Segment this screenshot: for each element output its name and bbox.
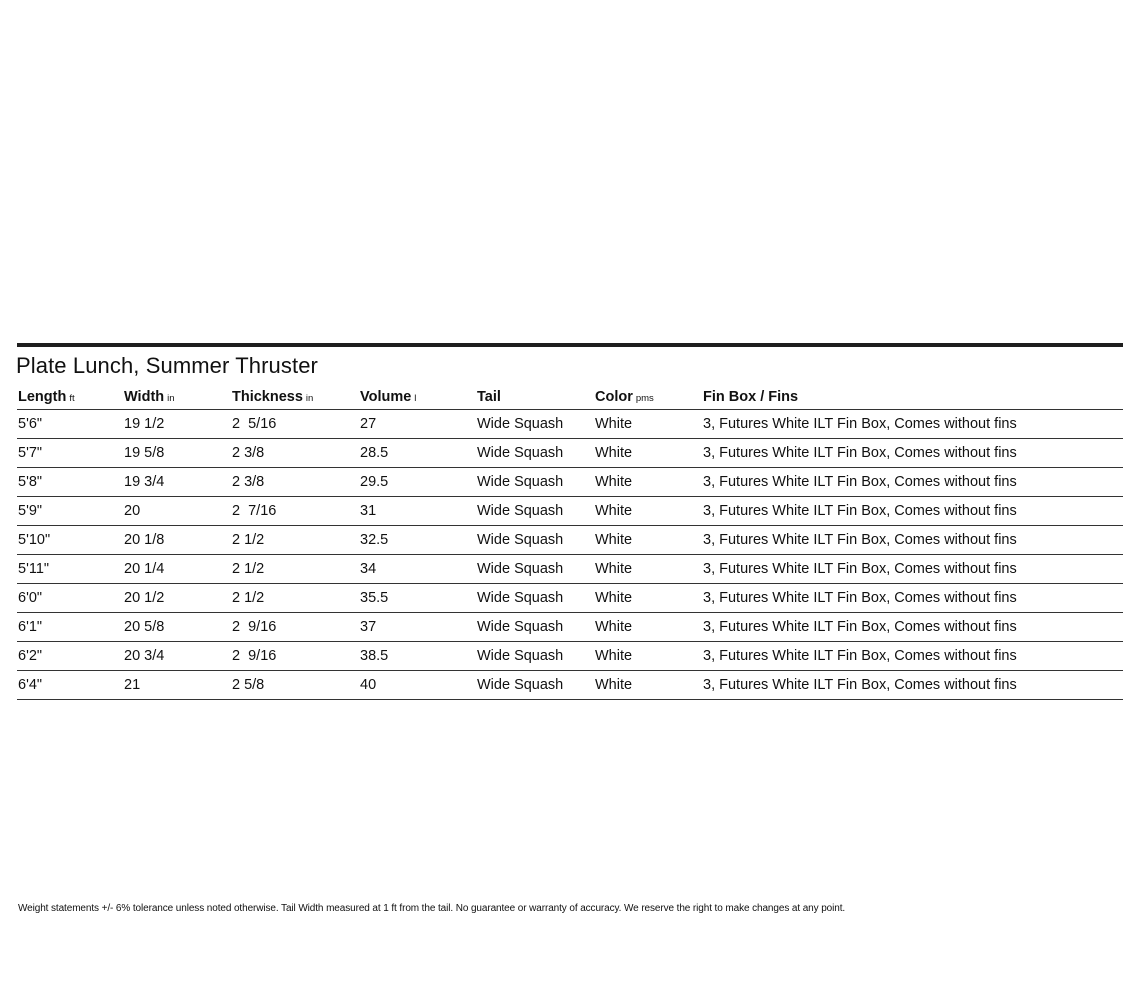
thickness-cell: 2 7/16	[231, 497, 359, 526]
width-cell: 19 3/4	[123, 468, 231, 497]
thickness-cell: 2 9/16	[231, 642, 359, 671]
length-cell: 6'4"	[17, 671, 123, 700]
color-cell: White	[594, 671, 702, 700]
table-body	[17, 410, 1123, 700]
thickness-cell: 2 1/2	[231, 584, 359, 613]
fin-box-cell: 3, Futures White ILT Fin Box, Comes without fins	[702, 555, 1123, 584]
length-cell: 5'7"	[17, 439, 123, 468]
tail-cell: Wide Squash	[476, 410, 594, 439]
volume-cell: 40	[359, 671, 476, 700]
fin-box-cell: 3, Futures White ILT Fin Box, Comes without fins	[702, 642, 1123, 671]
tail-cell: Wide Squash	[476, 526, 594, 555]
length-cell: 5'6"	[17, 410, 123, 439]
table-row	[17, 584, 1123, 613]
tail-cell: Wide Squash	[476, 642, 594, 671]
fin-box-cell: 3, Futures White ILT Fin Box, Comes without fins	[702, 613, 1123, 642]
color-cell: White	[594, 613, 702, 642]
fin-box-cell: 3, Futures White ILT Fin Box, Comes without fins	[702, 497, 1123, 526]
table-row	[17, 410, 1123, 439]
width-cell: 20 1/8	[123, 526, 231, 555]
color-cell: White	[594, 410, 702, 439]
tail-cell: Wide Squash	[476, 584, 594, 613]
color-cell: White	[594, 584, 702, 613]
thickness-cell: 2 1/2	[231, 555, 359, 584]
length-cell: 6'2"	[17, 642, 123, 671]
table-row	[17, 671, 1123, 700]
fin-box-cell: 3, Futures White ILT Fin Box, Comes without fins	[702, 584, 1123, 613]
header-row	[17, 389, 1123, 410]
fin-box-cell: 3, Futures White ILT Fin Box, Comes without fins	[702, 526, 1123, 555]
thickness-cell: 2 3/8	[231, 468, 359, 497]
table-row	[17, 526, 1123, 555]
tail-cell: Wide Squash	[476, 468, 594, 497]
width-cell: 21	[123, 671, 231, 700]
fin-box-cell: 3, Futures White ILT Fin Box, Comes without fins	[702, 671, 1123, 700]
table-row	[17, 439, 1123, 468]
volume-cell: 32.5	[359, 526, 476, 555]
width-cell: 20	[123, 497, 231, 526]
color-cell: White	[594, 526, 702, 555]
color-cell: White	[594, 555, 702, 584]
column-header-length: Length ft	[17, 389, 123, 410]
volume-cell: 28.5	[359, 439, 476, 468]
spec-table	[17, 389, 1123, 700]
column-header-tail: Tail	[476, 389, 594, 410]
volume-cell: 38.5	[359, 642, 476, 671]
width-cell: 20 5/8	[123, 613, 231, 642]
tail-cell: Wide Squash	[476, 671, 594, 700]
tail-cell: Wide Squash	[476, 497, 594, 526]
table-row	[17, 497, 1123, 526]
fin-box-cell: 3, Futures White ILT Fin Box, Comes without fins	[702, 439, 1123, 468]
width-cell: 20 1/4	[123, 555, 231, 584]
tail-cell: Wide Squash	[476, 555, 594, 584]
volume-cell: 37	[359, 613, 476, 642]
length-cell: 5'10"	[17, 526, 123, 555]
thickness-cell: 2 5/16	[231, 410, 359, 439]
fin-box-cell: 3, Futures White ILT Fin Box, Comes without fins	[702, 410, 1123, 439]
length-cell: 5'8"	[17, 468, 123, 497]
column-header-thickness: Thickness in	[231, 389, 359, 410]
color-cell: White	[594, 497, 702, 526]
volume-cell: 35.5	[359, 584, 476, 613]
tail-cell: Wide Squash	[476, 439, 594, 468]
volume-cell: 34	[359, 555, 476, 584]
volume-cell: 29.5	[359, 468, 476, 497]
page-title: Plate Lunch, Summer Thruster	[16, 353, 318, 378]
spec-sheet	[17, 343, 1123, 700]
width-cell: 20 3/4	[123, 642, 231, 671]
footnote: Weight statements +/- 6% tolerance unless noted otherwise. Tail Width measured at 1 ft from the tail. No guarantee or warranty of accuracy. We reserve the right to make changes at any point.	[18, 903, 846, 914]
color-cell: White	[594, 642, 702, 671]
column-header-width: Width in	[123, 389, 231, 410]
color-cell: White	[594, 439, 702, 468]
tail-cell: Wide Squash	[476, 613, 594, 642]
table-row	[17, 555, 1123, 584]
thickness-cell: 2 1/2	[231, 526, 359, 555]
table-row	[17, 642, 1123, 671]
table-row	[17, 468, 1123, 497]
column-header-volume: Volume l	[359, 389, 476, 410]
width-cell: 19 1/2	[123, 410, 231, 439]
length-cell: 5'11"	[17, 555, 123, 584]
thickness-cell: 2 9/16	[231, 613, 359, 642]
column-header-fin-box: Fin Box / Fins	[702, 389, 1123, 410]
table-row	[17, 613, 1123, 642]
thickness-cell: 2 3/8	[231, 439, 359, 468]
volume-cell: 27	[359, 410, 476, 439]
length-cell: 6'0"	[17, 584, 123, 613]
width-cell: 20 1/2	[123, 584, 231, 613]
top-rule	[17, 343, 1123, 347]
length-cell: 6'1"	[17, 613, 123, 642]
volume-cell: 31	[359, 497, 476, 526]
color-cell: White	[594, 468, 702, 497]
length-cell: 5'9"	[17, 497, 123, 526]
column-header-color: Color pms	[594, 389, 702, 410]
width-cell: 19 5/8	[123, 439, 231, 468]
thickness-cell: 2 5/8	[231, 671, 359, 700]
fin-box-cell: 3, Futures White ILT Fin Box, Comes without fins	[702, 468, 1123, 497]
